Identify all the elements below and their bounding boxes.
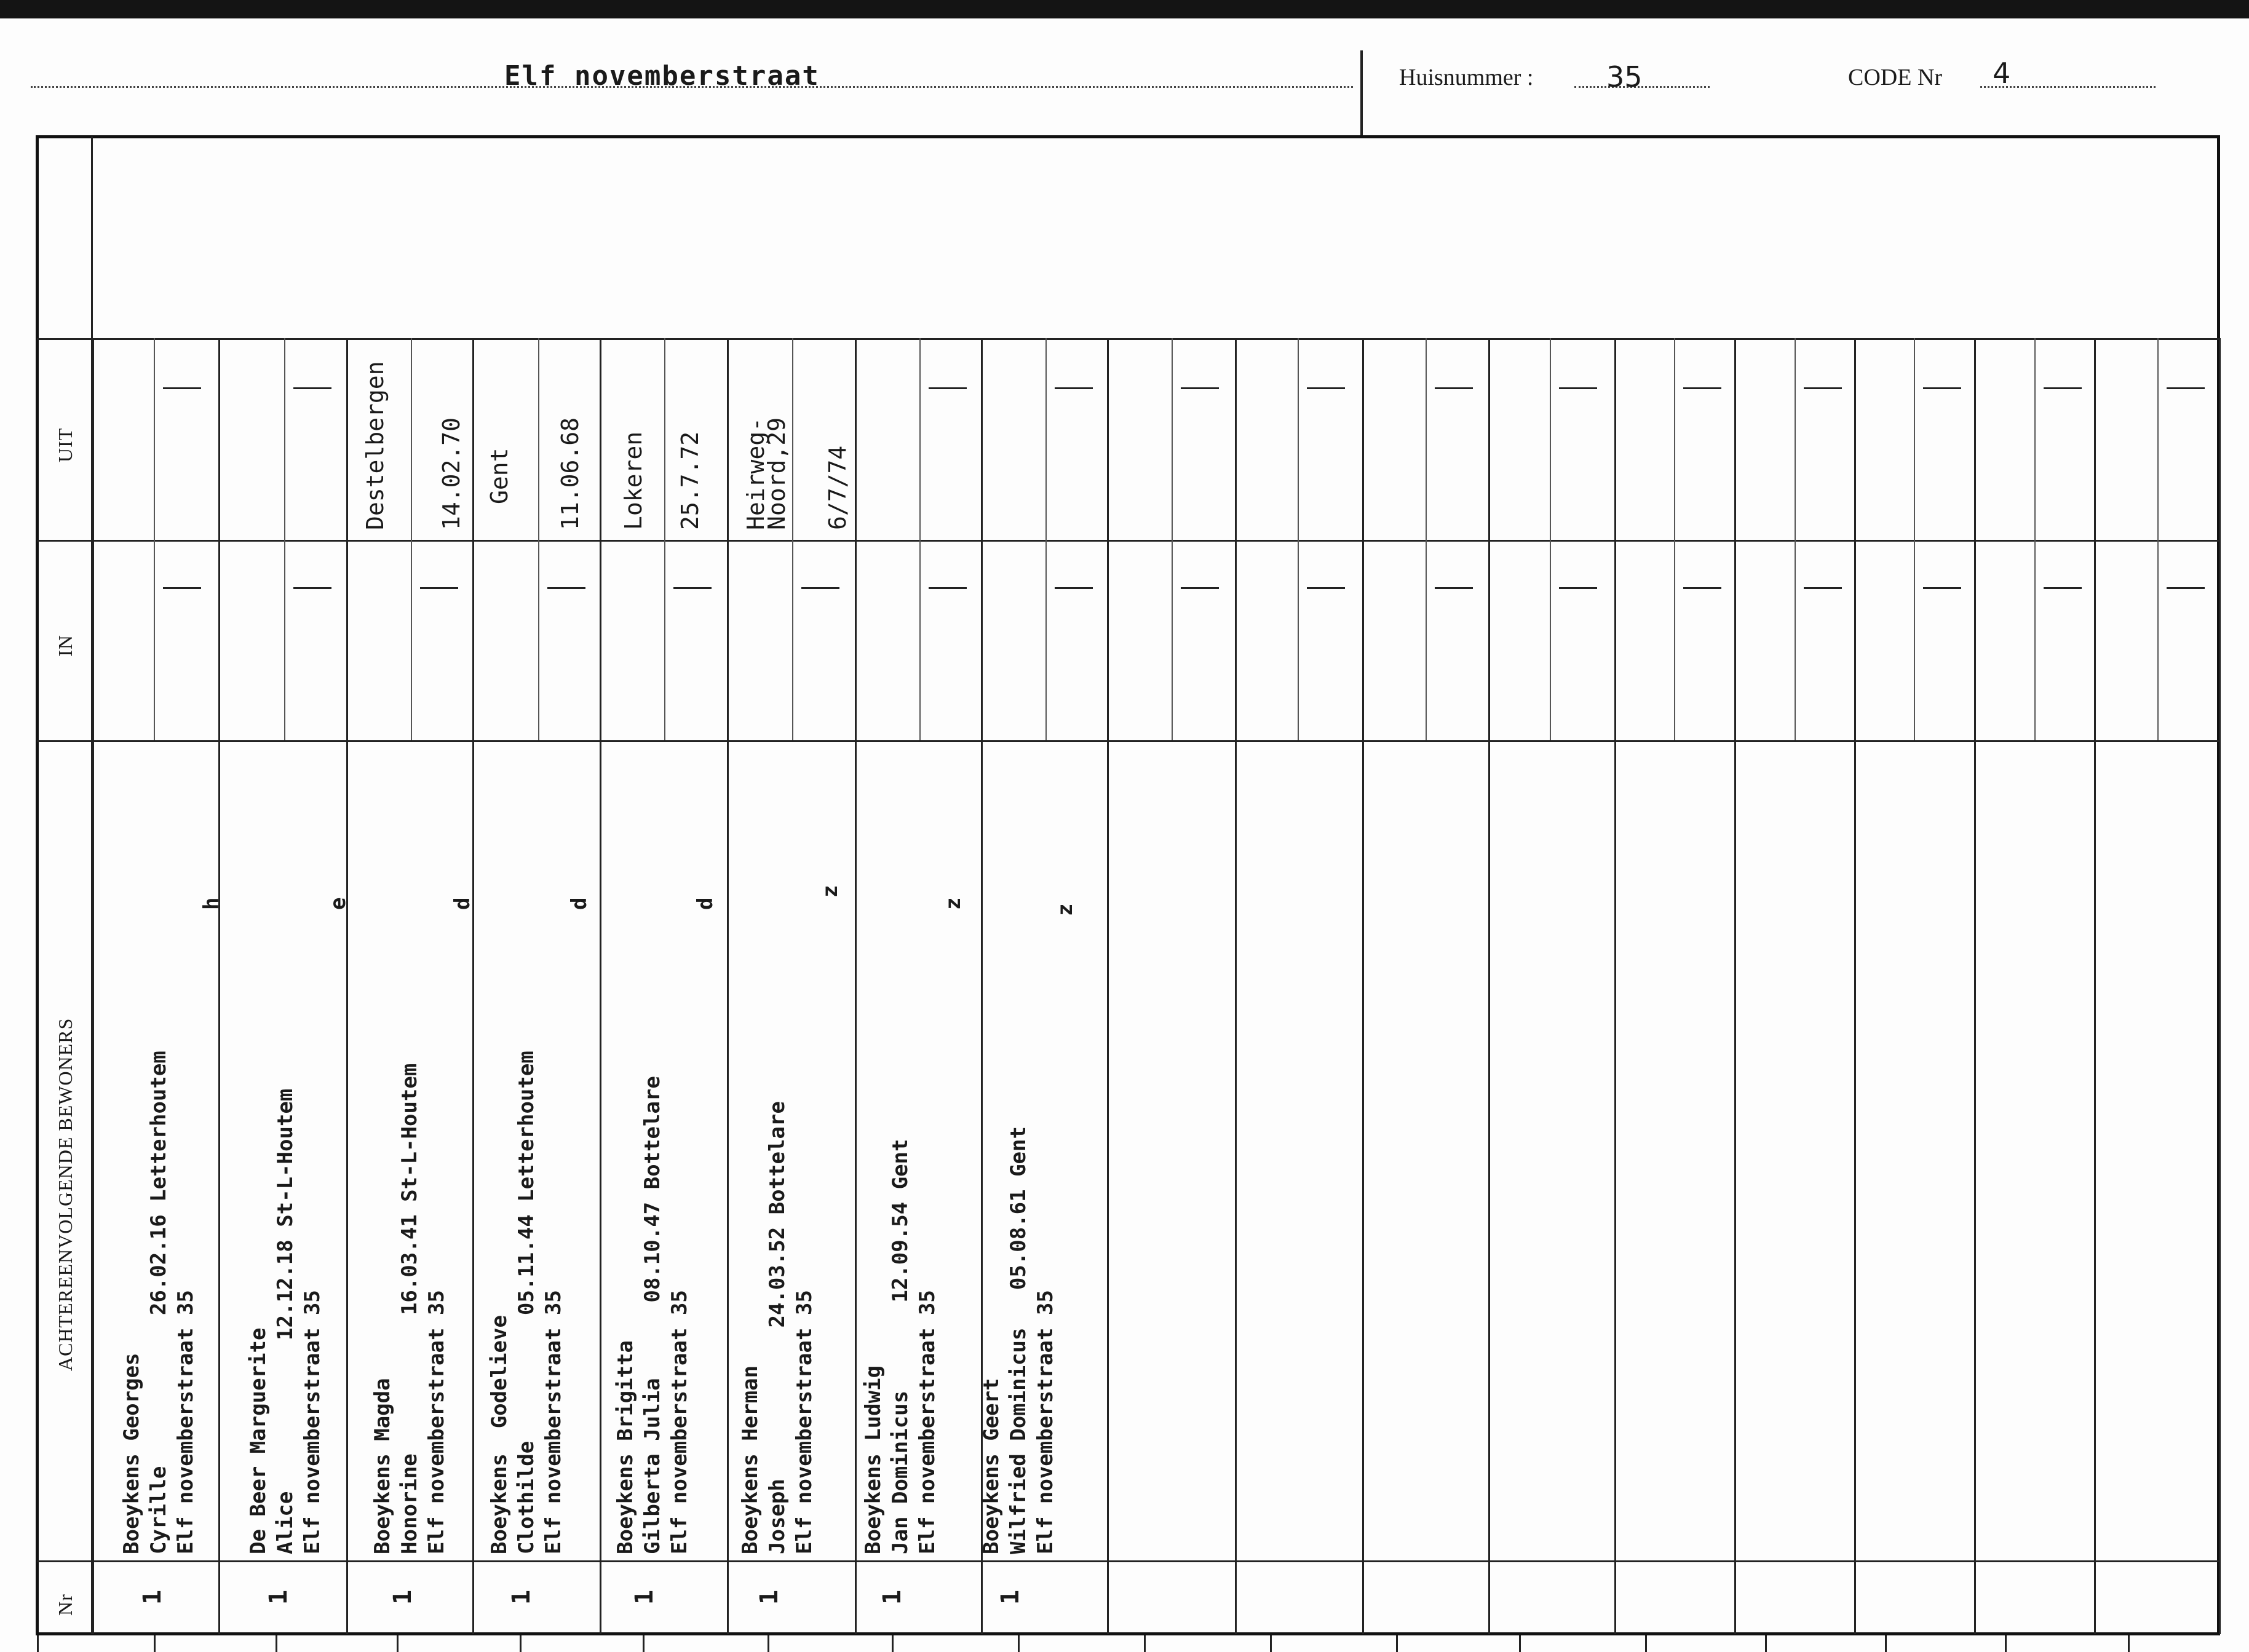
bottom-tick — [2128, 1635, 2130, 1652]
bottom-tick — [1396, 1635, 1398, 1652]
column-divider — [1854, 338, 1856, 1634]
half-column-divider — [411, 338, 412, 740]
column-divider — [2219, 338, 2221, 1634]
uit-date: 6/7/74 — [824, 445, 851, 530]
column-divider — [1488, 338, 1490, 1634]
column-divider — [1614, 338, 1616, 1634]
half-column-divider — [664, 338, 665, 740]
resident-status: z — [941, 897, 966, 910]
bottom-tick — [520, 1635, 522, 1652]
huisnummer-label: Huisnummer : — [1399, 65, 1534, 90]
resident-status: d — [693, 897, 718, 910]
empty-in-dash — [2044, 587, 2082, 589]
uit-place: Lokeren — [620, 431, 647, 530]
empty-in-dash — [1307, 587, 1345, 589]
empty-uit-dash — [1435, 387, 1473, 389]
empty-in-dash — [1055, 587, 1093, 589]
resident-entry: Boeykens Ludwig Jan Dominicus 12.09.54 Gent Elf novemberstraat 35 — [861, 1139, 940, 1554]
column-divider — [1974, 338, 1976, 1634]
half-column-divider — [1172, 338, 1173, 740]
resident-entry: Boeykens Georges Cyrille 26.02.16 Letterhoutem Elf novemberstraat 35 — [119, 1051, 198, 1554]
row-separator-in — [37, 540, 2219, 542]
bottom-tick — [1519, 1635, 1521, 1652]
column-divider — [1235, 338, 1237, 1634]
code-label: CODE Nr — [1848, 65, 1943, 90]
resident-nr: 1 — [264, 1589, 293, 1605]
empty-in-dash — [1683, 587, 1721, 589]
bottom-tick — [892, 1635, 894, 1652]
resident-nr: 1 — [630, 1589, 659, 1605]
column-divider — [1734, 338, 1736, 1634]
bottom-tick — [1144, 1635, 1146, 1652]
resident-status: z — [1053, 903, 1077, 916]
resident-nr: 1 — [507, 1589, 536, 1605]
resident-nr: 1 — [878, 1589, 906, 1605]
half-column-divider — [792, 338, 793, 740]
empty-in-dash — [929, 587, 967, 589]
resident-nr: 1 — [996, 1589, 1025, 1605]
column-divider — [92, 338, 94, 1634]
register-frame — [36, 135, 2220, 1635]
uit-place: Destelbergen — [362, 361, 389, 530]
half-column-divider — [1674, 338, 1675, 740]
column-divider — [600, 338, 601, 1634]
resident-entry: Boeykens Godelieve Clothilde 05.11.44 Letterhoutem Elf novemberstraat 35 — [487, 1051, 566, 1554]
street-name: Elf novemberstraat — [504, 60, 820, 92]
row-separator-nr — [37, 1560, 2219, 1562]
empty-in-dash — [1804, 587, 1842, 589]
resident-status: e — [326, 897, 351, 910]
half-column-divider — [1795, 338, 1796, 740]
empty-uit-dash — [1307, 387, 1345, 389]
empty-uit-dash — [1181, 387, 1219, 389]
resident-entry: Boeykens Geert Wilfried Dominicus 05.08.61 Gent Elf novemberstraat 35 — [979, 1126, 1058, 1554]
empty-in-dash — [801, 587, 839, 589]
empty-uit-dash — [929, 387, 967, 389]
resident-nr: 1 — [138, 1589, 167, 1605]
resident-entry: Boeykens Herman Joseph 24.03.52 Bottelare Elf novemberstraat 35 — [738, 1101, 817, 1554]
column-divider — [855, 338, 857, 1634]
resident-nr: 1 — [755, 1589, 783, 1605]
empty-uit-dash — [1559, 387, 1597, 389]
resident-nr: 1 — [389, 1589, 417, 1605]
bottom-tick — [154, 1635, 156, 1652]
column-divider — [1362, 338, 1364, 1634]
half-column-divider — [1914, 338, 1915, 740]
column-divider — [218, 338, 220, 1634]
resident-status: h — [199, 897, 224, 910]
empty-in-dash — [420, 587, 458, 589]
half-column-divider — [1045, 338, 1047, 740]
bottom-tick — [1885, 1635, 1887, 1652]
half-column-divider — [1426, 338, 1427, 740]
resident-status: z — [818, 885, 843, 898]
empty-uit-dash — [163, 387, 201, 389]
column-divider — [346, 338, 348, 1634]
bottom-tick — [37, 1635, 39, 1652]
row-label-uit: UIT — [54, 427, 76, 462]
uit-place: Gent — [486, 448, 513, 504]
bottom-tick — [1018, 1635, 1020, 1652]
bottom-tick — [643, 1635, 645, 1652]
bottom-tick — [768, 1635, 769, 1652]
column-divider — [727, 338, 729, 1634]
huisnummer-value: 35 — [1606, 60, 1643, 93]
empty-in-dash — [1435, 587, 1473, 589]
row-label-in: IN — [54, 634, 76, 657]
empty-in-dash — [1181, 587, 1219, 589]
code-value: 4 — [1993, 57, 2011, 90]
half-column-divider — [2157, 338, 2159, 740]
empty-in-dash — [163, 587, 201, 589]
resident-status: d — [450, 897, 475, 910]
bottom-tick — [397, 1635, 399, 1652]
bottom-tick — [2005, 1635, 2007, 1652]
bottom-tick — [276, 1635, 277, 1652]
bottom-tick — [1765, 1635, 1767, 1652]
top-edge-band — [0, 0, 2249, 18]
column-divider — [472, 338, 474, 1634]
empty-uit-dash — [293, 387, 331, 389]
empty-in-dash — [293, 587, 331, 589]
uit-date: 11.06.68 — [557, 417, 584, 530]
bottom-tick — [1270, 1635, 1272, 1652]
empty-uit-dash — [1804, 387, 1842, 389]
column-divider — [1107, 338, 1109, 1634]
empty-in-dash — [673, 587, 712, 589]
half-column-divider — [2034, 338, 2036, 740]
empty-uit-dash — [1055, 387, 1093, 389]
empty-uit-dash — [1923, 387, 1961, 389]
empty-uit-dash — [2044, 387, 2082, 389]
empty-uit-dash — [1683, 387, 1721, 389]
resident-entry: Boeykens Brigitta Gilberta Julia 08.10.47 Bottelare Elf novemberstraat 35 — [613, 1076, 692, 1554]
half-column-divider — [538, 338, 539, 740]
header-divider — [1360, 50, 1363, 136]
row-separator-uit — [37, 338, 2219, 340]
resident-entry: Boeykens Magda Honorine 16.03.41 St-L-Houtem Elf novemberstraat 35 — [370, 1063, 449, 1554]
empty-uit-dash — [2167, 387, 2205, 389]
resident-entry: De Beer Marguerite Alice 12.12.18 St-L-Houtem Elf novemberstraat 35 — [246, 1088, 325, 1554]
column-divider — [2094, 338, 2096, 1634]
empty-in-dash — [1923, 587, 1961, 589]
empty-in-dash — [1559, 587, 1597, 589]
resident-status: d — [567, 897, 592, 910]
half-column-divider — [154, 338, 155, 740]
uit-date: 25.7.72 — [676, 431, 704, 530]
empty-in-dash — [2167, 587, 2205, 589]
uit-date: 14.02.70 — [438, 417, 465, 530]
half-column-divider — [1298, 338, 1299, 740]
half-column-divider — [1550, 338, 1551, 740]
half-column-divider — [919, 338, 921, 740]
row-label-bewoners: ACHTEREENVOLGENDE BEWONERS — [54, 1018, 76, 1371]
empty-in-dash — [547, 587, 585, 589]
bottom-tick — [1645, 1635, 1647, 1652]
half-column-divider — [284, 338, 285, 740]
row-separator-bewoners — [37, 740, 2219, 742]
uit-place: Heirweg- Noord,29 — [742, 417, 790, 530]
row-label-nr: Nr — [54, 1594, 76, 1616]
